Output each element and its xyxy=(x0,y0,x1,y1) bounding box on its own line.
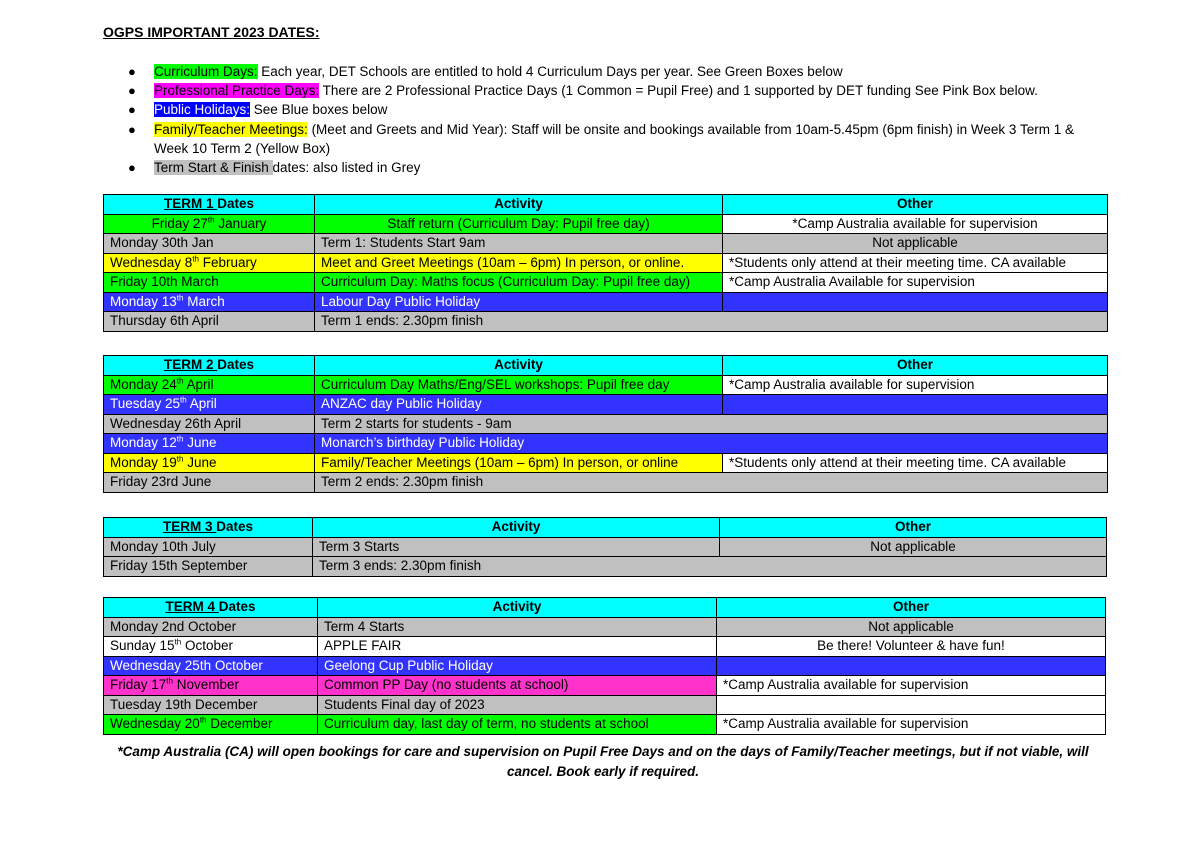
table-header: TERM 4 Dates Activity Other xyxy=(104,598,1106,618)
table-row: Wednesday 20th December Curriculum day, last day of term, no students at school *Camp Australia available for supervision xyxy=(104,715,1106,735)
footer-note: *Camp Australia (CA) will open bookings for care and supervision on Pupil Free Days and on the days of Family/Teacher meetings, but if not viable, will cancel. Book early if required. xyxy=(117,744,1089,779)
table-row: Tuesday 19th December Students Final day of 2023 xyxy=(104,695,1106,715)
table-row: Thursday 6th April Term 1 ends: 2.30pm finish xyxy=(104,312,1108,332)
table-row: Wednesday 26th April Term 2 starts for students - 9am xyxy=(104,414,1108,434)
table-row: Monday 12th June Monarch’s birthday Public Holiday xyxy=(104,434,1108,454)
family-teacher-label: Family/Teacher Meetings: xyxy=(154,121,308,137)
table-row: Tuesday 25th April ANZAC day Public Holiday xyxy=(104,395,1108,415)
term3-table xyxy=(103,517,1107,577)
table-row: Monday 24th April Curriculum Day Maths/Eng/SEL workshops: Pupil free day *Camp Australia available for supervision xyxy=(104,375,1108,395)
list-item: ● Curriculum Days: Each year, DET Schools are entitled to hold 4 Curriculum Days per year. See Green Boxes below xyxy=(128,64,843,79)
table-row: Monday 30th Jan Term 1: Students Start 9am Not applicable xyxy=(104,234,1108,254)
list-item: ● Professional Practice Days: There are 2 Professional Practice Days (1 Common = Pupil Free) and 1 supported by DET funding See Pink Box below. xyxy=(128,83,1038,99)
table-row: Friday 27th January Staff return (Curriculum Day: Pupil free day) *Camp Australia available for supervision xyxy=(104,214,1108,234)
table-header: TERM 3 Dates Activity Other xyxy=(104,518,1107,538)
table-row: Monday 10th July Term 3 Starts Not applicable xyxy=(104,537,1107,557)
table-row: Monday 13th March Labour Day Public Holiday xyxy=(104,292,1108,312)
info-list xyxy=(103,62,1093,177)
table-header: TERM 2 Dates Activity Other xyxy=(104,356,1108,376)
table-row: Monday 2nd October Term 4 Starts Not applicable xyxy=(104,617,1106,637)
table-row: Friday 17th November Common PP Day (no students at school) *Camp Australia available for supervision xyxy=(104,676,1106,696)
list-item: ● Public Holidays: See Blue boxes below xyxy=(128,102,388,118)
table-row: Monday 19th June Family/Teacher Meetings (10am – 6pm) In person, or online *Students only attend at their meeting time. CA available xyxy=(104,453,1108,473)
public-holidays-label: Public Holidays: xyxy=(154,102,251,118)
table-row: Friday 15th September Term 3 ends: 2.30pm finish xyxy=(104,557,1107,577)
table-header: TERM 1 Dates Activity Other xyxy=(104,195,1108,215)
table-row: Sunday 15th October APPLE FAIR Be there! Volunteer & have fun! xyxy=(104,637,1106,657)
term-start-finish-label: Term Start & Finish xyxy=(154,160,273,176)
table-row: Wednesday 25th October Geelong Cup Public Holiday xyxy=(104,656,1106,676)
curriculum-days-label: Curriculum Days: xyxy=(154,64,258,79)
table-row: Friday 23rd June Term 2 ends: 2.30pm finish xyxy=(104,473,1108,493)
list-item: ● Family/Teacher Meetings: (Meet and Greets and Mid Year): Staff will be onsite and bookings available from 10am-5.45pm (6pm finish) in Week 3 Term 1 & Week 10 Term 2 (Yellow Box) xyxy=(128,121,1074,156)
professional-practice-label: Professional Practice Days: xyxy=(154,83,320,99)
table-row: Wednesday 8th February Meet and Greet Meetings (10am – 6pm) In person, or online. *Students only attend at their meeting time. CA available xyxy=(104,253,1108,273)
term1-table xyxy=(103,194,1108,332)
table-row: Friday 10th March Curriculum Day: Maths focus (Curriculum Day: Pupil free day) *Camp Australia Available for supervision xyxy=(104,273,1108,293)
page-title: OGPS IMPORTANT 2023 DATES: xyxy=(103,24,320,40)
term4-table xyxy=(103,597,1106,735)
term2-table xyxy=(103,355,1108,493)
list-item: ● Term Start & Finish dates: also listed in Grey xyxy=(128,160,421,176)
